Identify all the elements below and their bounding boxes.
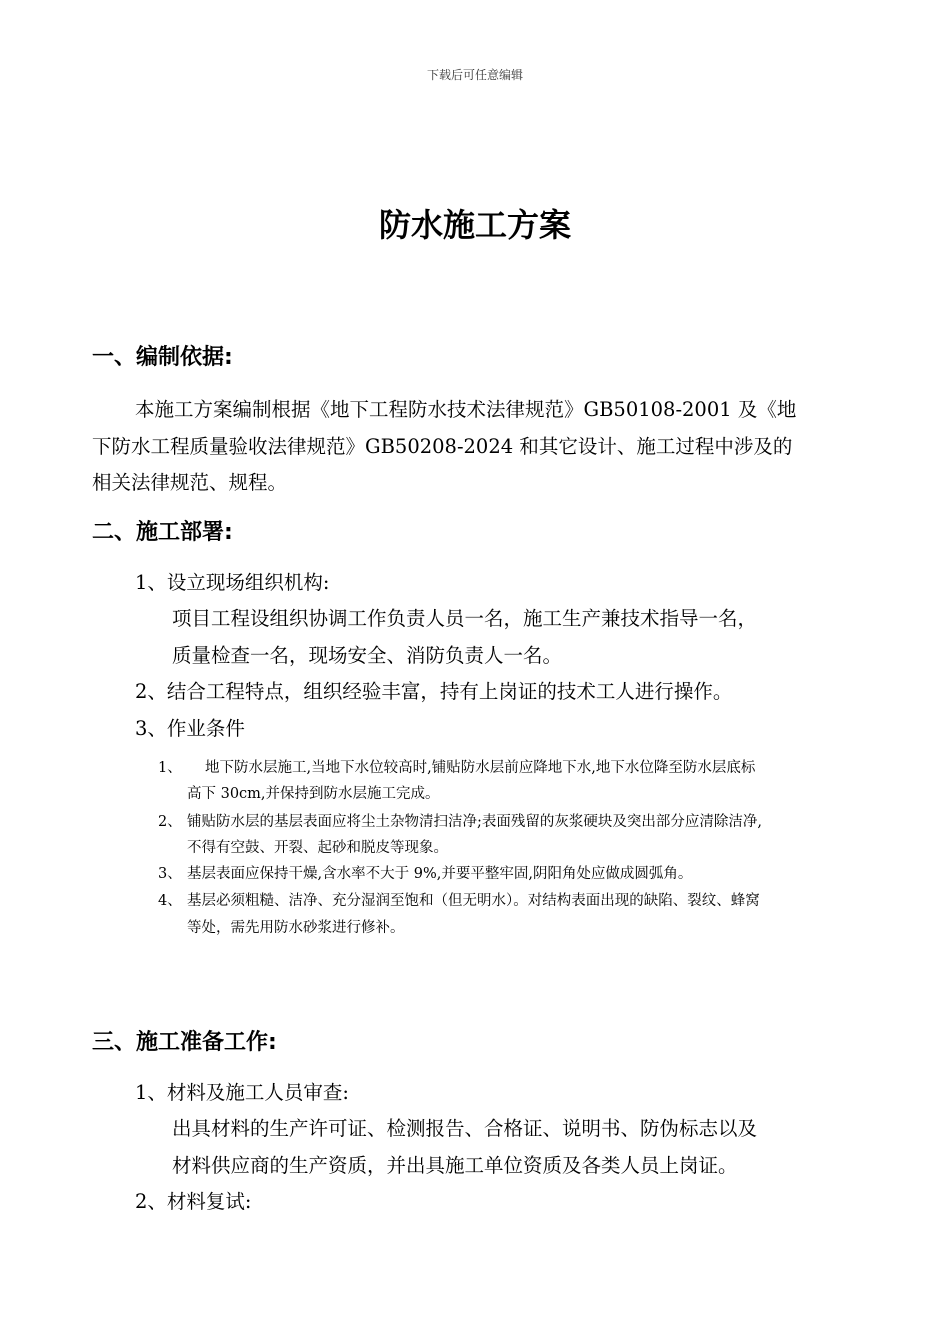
- condition-1-number: 1、: [158, 760, 182, 776]
- condition-2-line-1: 铺贴防水层的基层表面应将尘土杂物清扫洁净;表面残留的灰浆硬块及突出部分应清除洁净,: [187, 814, 762, 830]
- condition-3-number: 3、: [158, 866, 182, 882]
- section2-heading: 二、施工部署:: [92, 520, 233, 545]
- condition-1-line-1: 地下防水层施工,当地下水位较高时,铺贴防水层前应降地下水,地下水位降至防水层底标: [205, 760, 756, 776]
- header-note: 下载后可任意编辑: [426, 68, 523, 82]
- section3-heading: 三、施工准备工作:: [92, 1030, 277, 1055]
- condition-2-number: 2、: [158, 814, 182, 830]
- section2-item1-line-2: 质量检查一名，现场安全、消防负责人一名。: [172, 644, 563, 667]
- condition-4-number: 4、: [158, 893, 182, 909]
- section1-line-2: 下防水工程质量验收法律规范》GB50208-2024 和其它设计、施工过程中涉及的: [92, 435, 793, 458]
- condition-2-line-2: 不得有空鼓、开裂、起砂和脱皮等现象。: [187, 840, 448, 856]
- condition-4-line-2: 等处，需先用防水砂浆进行修补。: [187, 920, 405, 936]
- section2-item2: 2、结合工程特点，组织经验丰富，持有上岗证的技术工人进行操作。: [135, 680, 733, 703]
- section3-item1-line-2: 材料供应商的生产资质，并出具施工单位资质及各类人员上岗证。: [172, 1154, 738, 1177]
- condition-1-line-2: 高下 30cm,并保持到防水层施工完成。: [187, 786, 440, 802]
- section1-line-3: 相关法律规范、规程。: [92, 471, 288, 494]
- section1-heading: 一、编制依据:: [92, 345, 233, 370]
- page-title: 防水施工方案: [378, 206, 571, 244]
- condition-4-line-1: 基层必须粗糙、洁净、充分湿润至饱和（但无明水）。对结构表面出现的缺陷、裂纹、蜂窝: [187, 893, 760, 909]
- section3-item1-line-1: 出具材料的生产许可证、检测报告、合格证、说明书、防伪标志以及: [172, 1117, 758, 1140]
- section2-item3-title: 3、作业条件: [135, 717, 245, 740]
- section1-line-1: 本施工方案编制根据《地下工程防水技术法律规范》GB50108-2001 及《地: [135, 398, 797, 421]
- condition-3-line-1: 基层表面应保持干燥,含水率不大于 9%,并要平整牢固,阴阳角处应做成圆弧角。: [187, 866, 693, 882]
- section3-item1-title: 1、材料及施工人员审查:: [135, 1081, 349, 1104]
- section2-item1-line-1: 项目工程设组织协调工作负责人员一名，施工生产兼技术指导一名，: [172, 607, 758, 630]
- section2-item1-title: 1、设立现场组织机构:: [135, 571, 330, 594]
- section3-item2-title: 2、材料复试:: [135, 1190, 252, 1213]
